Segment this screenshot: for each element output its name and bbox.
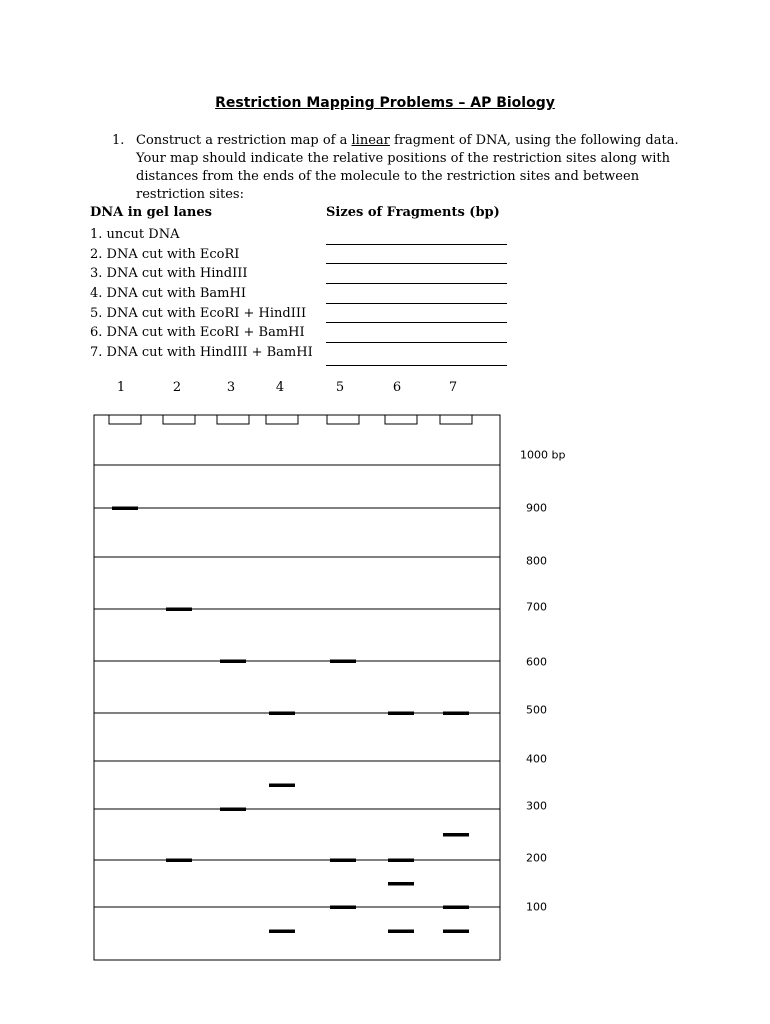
lane-description: 4. DNA cut with BamHI <box>90 286 246 302</box>
lane-number: 5 <box>335 380 345 395</box>
lane-number: 7 <box>448 380 458 395</box>
lane-description: 2. DNA cut with EcoRI <box>90 246 240 262</box>
size-marker-label: 200 <box>526 851 547 865</box>
fragment-sizes-header: Sizes of Fragments (bp) <box>326 205 500 220</box>
size-marker-label: 300 <box>526 799 547 813</box>
size-marker-label: 400 <box>526 752 547 766</box>
question-text-underlined: linear <box>351 133 390 148</box>
size-marker-label: 700 <box>526 600 547 614</box>
size-marker-label: 800 <box>526 554 547 568</box>
size-marker-label: 100 <box>526 900 547 914</box>
lanes-header: DNA in gel lanes <box>90 205 212 220</box>
lane-description: 5. DNA cut with EcoRI + HindIII <box>90 305 307 321</box>
question-number: 1. <box>112 133 125 148</box>
lane-number: 1 <box>116 380 126 395</box>
lane-number: 6 <box>392 380 402 395</box>
lane-number: 3 <box>226 380 236 395</box>
lane-number: 2 <box>172 380 182 395</box>
page-title: Restriction Mapping Problems – AP Biology <box>215 95 555 111</box>
size-marker-label: 600 <box>526 655 547 669</box>
lane-description: 7. DNA cut with HindIII + BamHI <box>90 345 313 361</box>
question-text-end: fragment of DNA, using the following data. Your map should indicate the relative positions of the restriction sites along with distances from the ends of the molecule to the restriction sites and between restriction sites: <box>136 133 679 202</box>
size-marker-label: 1000 bp <box>520 448 566 462</box>
lane-number: 4 <box>275 380 285 395</box>
lane-description: 1. uncut DNA <box>90 227 180 242</box>
size-marker-label: 900 <box>526 501 547 515</box>
lane-description: 3. DNA cut with HindIII <box>90 266 248 282</box>
question-text-start: Construct a restriction map of a <box>136 133 352 148</box>
lane-description: 6. DNA cut with EcoRI + BamHI <box>90 325 305 341</box>
size-marker-label: 500 <box>526 703 547 717</box>
